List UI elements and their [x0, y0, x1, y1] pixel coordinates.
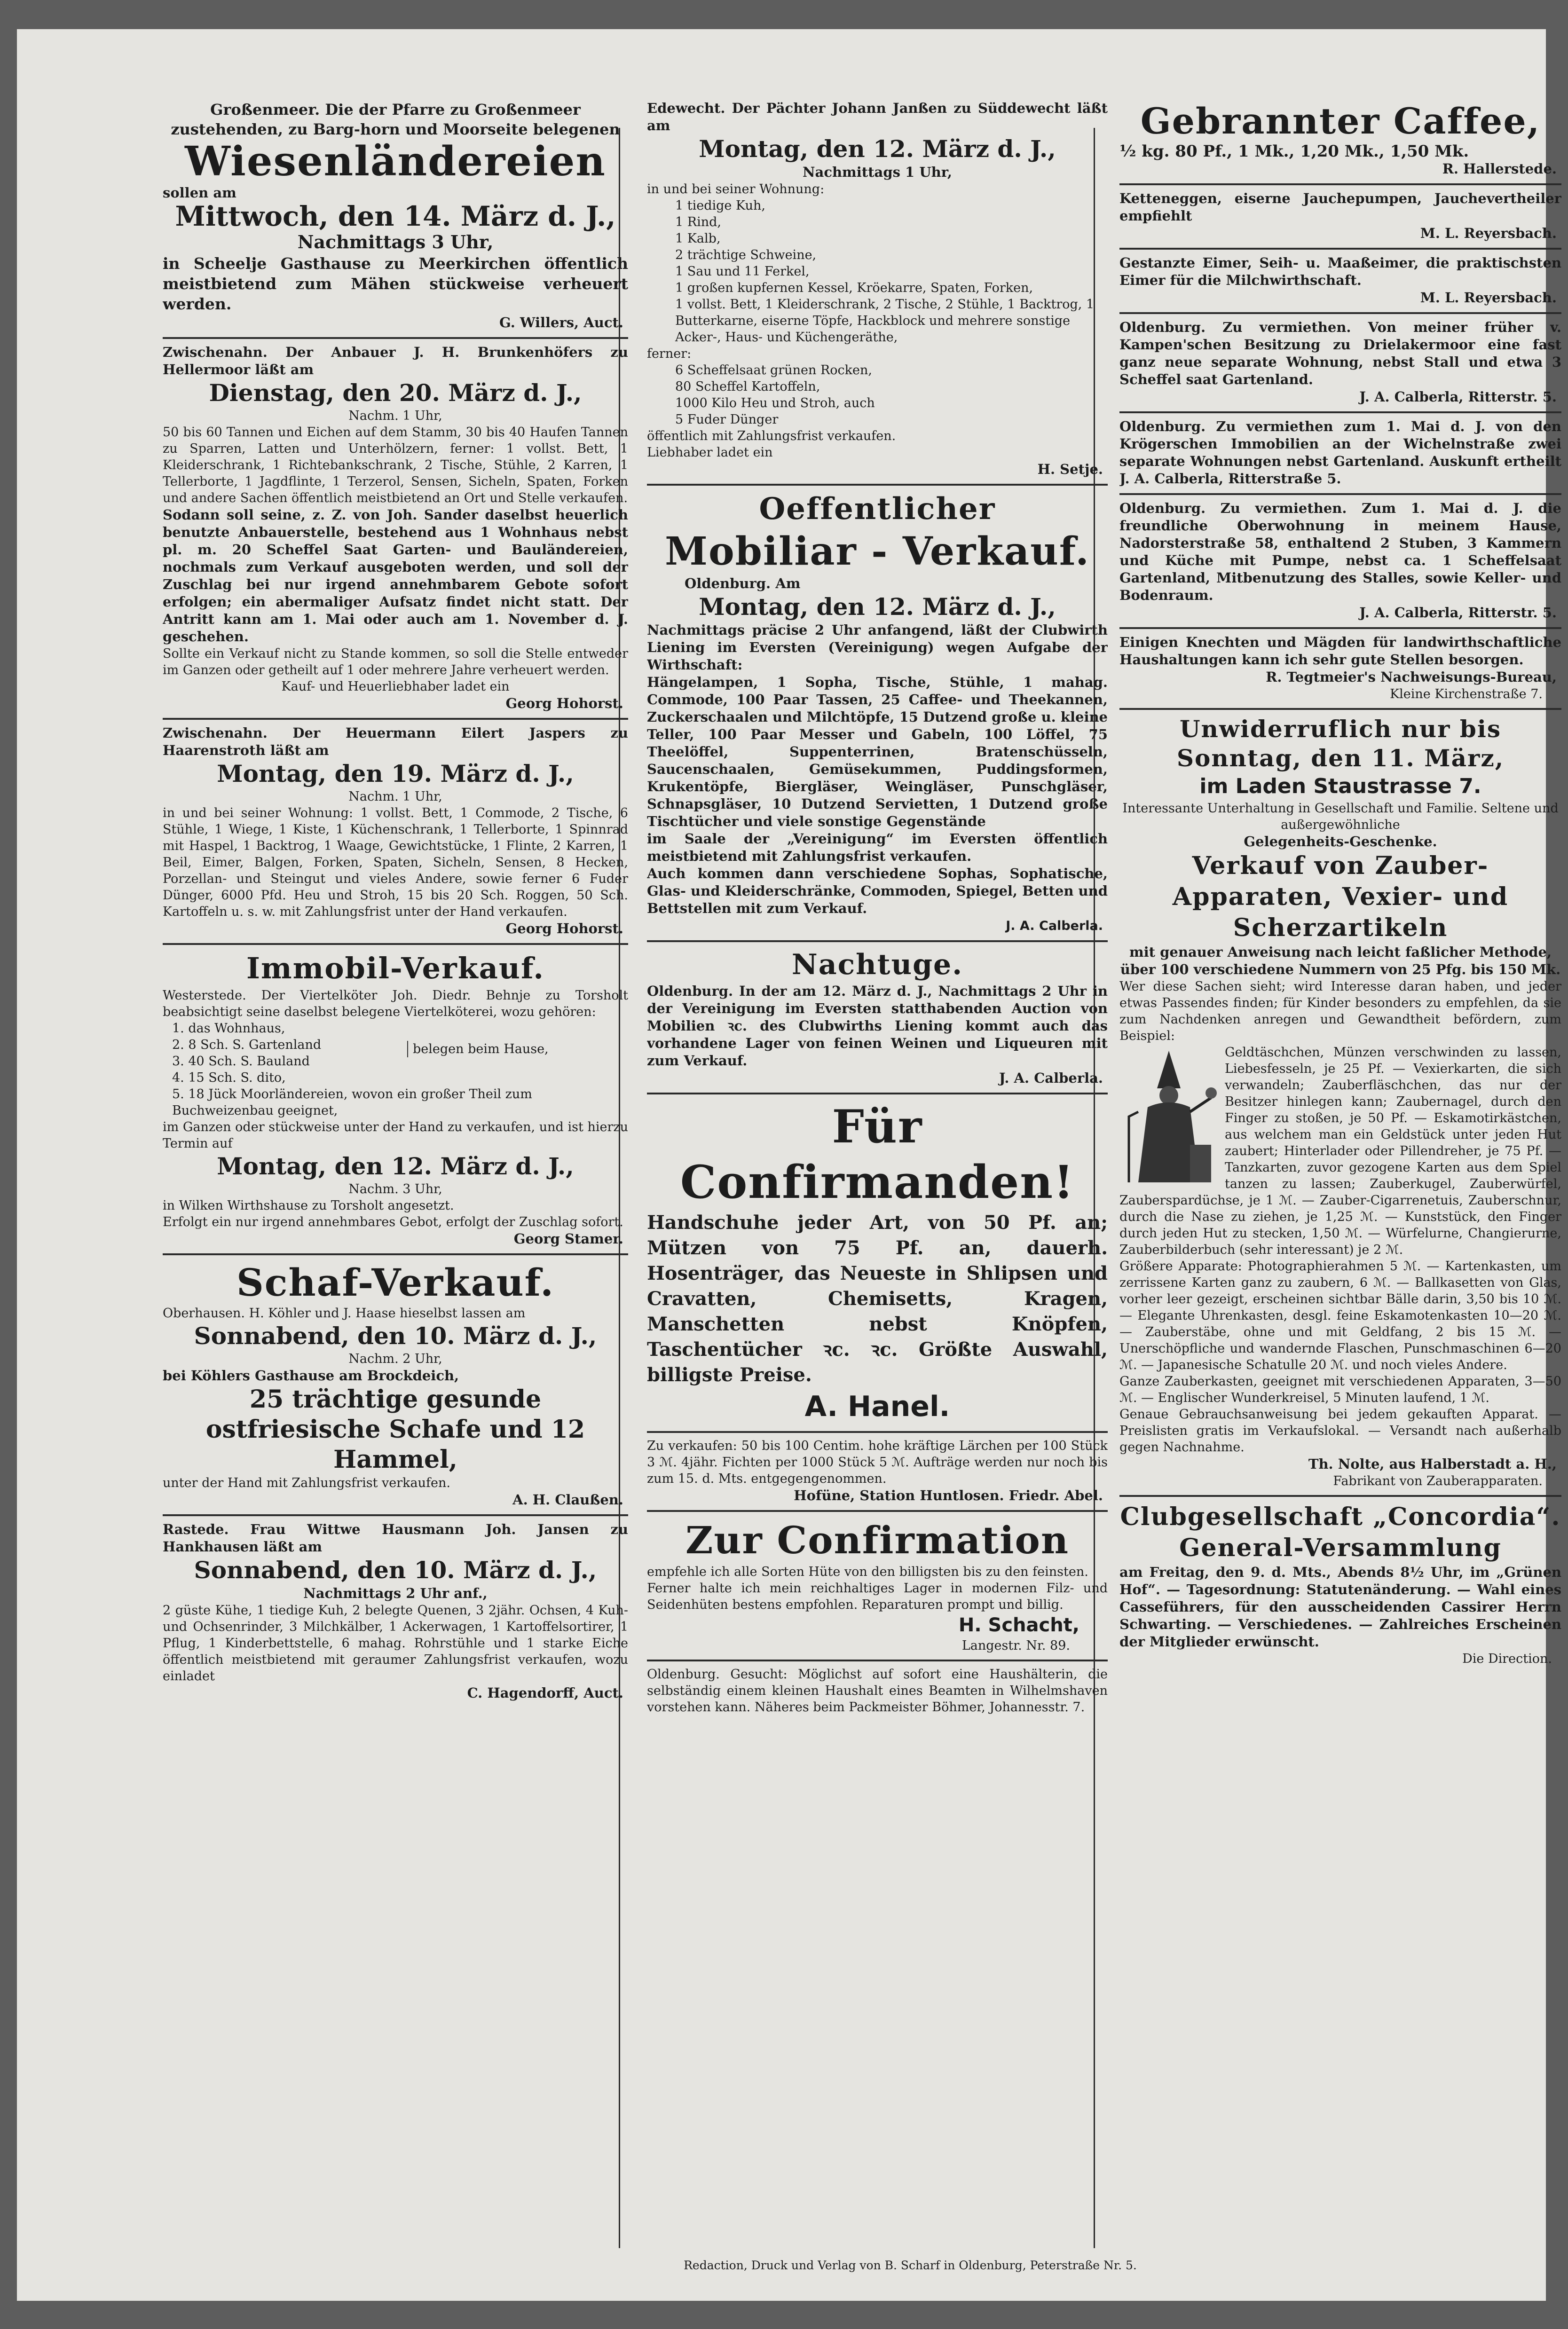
ad-date: Montag, den 12. März d. J.,: [217, 1152, 574, 1180]
magician-illustration-icon: [1119, 1046, 1218, 1187]
ad-text: 50 bis 60 Tannen und Eichen auf dem Stamm, 30 bis 40 Haufen Tannen zu Sparren, Latten und Unterhölzern, ferner: 1 vollst. Bett, 1 Kleiderschrank, 1 Richtebankschrank, 2 Tische, Stühle, 2 Karren, 1 Tellerborte, 1 Jagdflinte, 1 Terzerol, Sensen, Sicheln, Spaten, Forken und andere Sachen öffentlich meistbietend an Ort und Stelle verkaufen.: [163, 425, 628, 505]
ad-text: Sollte ein Verkauf nicht zu Stande kommen, so soll die Stelle entweder im Ganzen oder getheilt auf 1 oder mehrere Jahre verheuert werden.: [163, 646, 628, 677]
ad-schaf-verkauf: [163, 1260, 628, 1509]
ad-text: Ferner halte ich mein reichhaltiges Lager in modernen Filz- und Seidenhüten bestens empfohlen. Reparaturen prompt und billig.: [647, 1581, 1108, 1612]
ad-title: im Laden Staustrasse 7.: [1199, 774, 1481, 798]
ad-text: in Wilken Wirthshause zu Torsholt angesetzt.: [163, 1198, 454, 1213]
ad-time: Nachmittags 1 Uhr,: [803, 164, 952, 180]
ad-gesucht: [647, 1666, 1108, 1715]
ad-signature: A. Hanel.: [804, 1390, 950, 1423]
divider: [647, 1510, 1108, 1512]
ad-signature: J. A. Calberla.: [1006, 919, 1103, 933]
ad-title: Gebrannter Caffee,: [1140, 100, 1541, 142]
list-item: 1 Rind,: [675, 215, 721, 229]
ad-head: Oberhausen. H. Köhler und J. Haase hieselbst lassen am: [163, 1306, 526, 1321]
ad-date: Montag, den 19. März d. J.,: [217, 760, 574, 787]
brace-note: belegen beim Hause,: [407, 1041, 549, 1057]
column-3: [1119, 100, 1561, 1667]
ad-fuer-confirmanden: [647, 1099, 1108, 1425]
ad-vermiethen-drielakermoor: [1119, 319, 1561, 406]
list-item: 1 tiedige Kuh,: [675, 198, 765, 213]
ad-text: im Saale der „Vereinigung“ im Eversten öffentlich meistbietend mit Zahlungsfrist verkaufen.: [647, 831, 1108, 864]
ad-nachtuge: [647, 947, 1108, 1087]
divider: [647, 484, 1108, 486]
ad-title: Nachtuge.: [791, 948, 963, 981]
ad-ketteneggen: [1119, 190, 1561, 242]
ad-text: in Scheelje Gasthause zu Meerkirchen öffentlich meistbietend zum Mähen stückweise verheuert werden.: [163, 254, 628, 313]
ad-head: Oldenburg. Am: [685, 575, 801, 591]
ad-text: in und bei seiner Wohnung:: [647, 182, 825, 197]
divider: [647, 1093, 1108, 1094]
ad-signature: Georg Stamer.: [513, 1231, 623, 1247]
ad-text: öffentlich mit Zahlungsfrist verkaufen.: [647, 429, 896, 443]
item-list: [647, 197, 1108, 346]
ad-signature: Georg Hohorst.: [505, 695, 623, 711]
ad-head: Westerstede. Der Viertelköter Joh. Diedr. Behnje zu Torsholt beabsichtigt seine daselbst belegene Viertelköterei, wozu gehören:: [163, 988, 628, 1019]
ad-time: Nachm. 2 Uhr,: [348, 1352, 442, 1366]
list-item: 1 vollst. Bett, 1 Kleiderschrank, 2 Tische, 2 Stühle, 1 Backtrog, 1 Butterkarne, eiserne Töpfe, Hackblock und mehrere sonstige Acker-, Haus- und Küchengeräthe,: [675, 297, 1095, 345]
ad-text: Auch kommen dann verschiedene Sophas, Sophatische, Glas- und Kleiderschränke, Commoden, Spiegel, Betten und Bettstellen mit zum Verkauf.: [647, 866, 1108, 916]
ad-text: am Freitag, den 9. d. Mts., Abends 8½ Uhr, im „Grünen Hof“. — Tagesordnung: Statutenänderung. — Wahl eines Casseführers, für den ausscheidenden Cassirer Herrn Schwarting. — Verschiedenes. — Zahlreiches Erscheinen der Mitglieder erwünscht.: [1119, 1564, 1561, 1650]
ad-signature: R. Hallerstede.: [1442, 161, 1557, 177]
ad-date: Montag, den 12. März d. J.,: [699, 135, 1056, 163]
list-item: 2 trächtige Schweine,: [675, 248, 817, 262]
list-item: 1 Kalb,: [675, 231, 721, 246]
ad-text: Gestanzte Eimer, Seih- u. Maaßeimer, die praktischsten Eimer für die Milchwirthschaft.: [1119, 255, 1561, 288]
ad-vermiethen-nadorsterstrasse: [1119, 500, 1561, 622]
list-item: 3. 40 Sch. S. Bauland: [172, 1054, 310, 1069]
list-item: 2. 8 Sch. S. Gartenland: [172, 1038, 322, 1052]
divider: [647, 1660, 1108, 1661]
ad-signature: Die Direction.: [1462, 1652, 1552, 1666]
ad-text: Kauf- und Heuerliebhaber ladet ein: [281, 679, 510, 694]
ad-title: Mobiliar - Verkauf.: [665, 529, 1090, 574]
ad-text: Ketteneggen, eiserne Jauchepumpen, Jauchevertheiler empfiehlt: [1119, 190, 1561, 224]
ad-signature: M. L. Reyersbach.: [1420, 290, 1557, 306]
ad-mobiliar-verkauf: [647, 490, 1108, 935]
divider: [163, 337, 628, 339]
ad-text: Oldenburg. Gesucht: Möglichst auf sofort eine Haushälterin, die selbständig einem kleinen Haushalt eines Beamten in Wilhelmshaven vorstehen kann. Näheres beim Packmeister Böhmer, Johannesstr. 7.: [647, 1667, 1108, 1715]
ad-text: in und bei seiner Wohnung: 1 vollst. Bett, 1 Commode, 2 Tische, 6 Stühle, 1 Wiege, 1 Kiste, 1 Küchenschrank, 1 Tellerborte, 1 Spinnrad mit Haspel, 1 Backtrog, 1 Waage, Gewichtstücke, 1 Flinte, 2 Karren, 1 Beil, Eimer, Balgen, Forken, Spaten, Sicheln, Sensen, 8 Hecken, Porzellan- und Steingut und vieles Andere, sowie ferner 6 Fuder Dünger, 6000 Pfd. Heu und Stroh, 15 bis 20 Sch. Roggen, 50 Sch. Kartoffeln u. s. w. mit Zahlungsfrist unter der Hand verkaufen.: [163, 806, 628, 919]
ad-signature: G. Willers, Auct.: [499, 315, 623, 330]
ad-title: Oeffentlicher: [759, 491, 996, 527]
ad-time: Nachmittags 3 Uhr,: [297, 231, 494, 252]
ad-signature: M. L. Reyersbach.: [1420, 225, 1557, 241]
ad-head: Rastede. Frau Wittwe Hausmann Joh. Jansen zu Hankhausen läßt am: [163, 1521, 628, 1555]
property-list: [163, 1020, 628, 1119]
column-1: [163, 100, 628, 1702]
ad-text: Nachmittags präcise 2 Uhr anfangend, läßt der Clubwirth Liening im Eversten (Vereinigung) wegen Aufgabe der Wirthschaft:: [647, 622, 1108, 673]
ad-head: Großenmeer. Die der Pfarre zu Großenmeer zustehenden, zu Barg-horn und Moorseite belegenen: [171, 101, 620, 138]
ad-address: Kleine Kirchenstraße 7.: [1389, 687, 1543, 701]
list-item: 1. das Wohnhaus,: [172, 1021, 285, 1036]
newspaper-page: [17, 29, 1561, 2301]
ad-title: Schaf-Verkauf.: [236, 1260, 555, 1305]
ad-text: Oldenburg. Zu vermiethen. Von meiner früher v. Kampen'schen Besitzung zu Drielakermoor eine fast ganz neue separate Wohnung, nebst Stall und etwa 3 Scheffel saat Gartenland.: [1119, 319, 1561, 387]
divider: [163, 1514, 628, 1516]
list-item: 5. 18 Jück Moorländereien, wovon ein großer Theil zum Buchweizenbau geeignet,: [172, 1087, 532, 1118]
ad-time: Nachm. 1 Uhr,: [348, 789, 442, 804]
list-item: 5 Fuder Dünger: [675, 412, 779, 427]
ad-concordia: [1119, 1502, 1561, 1667]
ad-date: Mittwoch, den 14. März d. J.,: [175, 200, 616, 232]
ad-title: Zur Confirmation: [685, 1518, 1070, 1562]
divider: [163, 943, 628, 945]
ad-text: empfehle ich alle Sorten Hüte von den billigsten bis zu den feinsten.: [647, 1565, 1088, 1579]
ad-text: Einigen Knechten und Mägden für landwirthschaftliche Haushaltungen kann ich sehr gute Stellen besorgen.: [1119, 634, 1561, 668]
ad-zwischenahn-jaspers: [163, 724, 628, 937]
divider: [1119, 627, 1561, 629]
divider: [163, 1253, 628, 1255]
ad-subtitle: Fabrikant von Zauberapparaten.: [1333, 1474, 1543, 1488]
ad-text: Liebhaber ladet ein: [647, 445, 773, 460]
ad-gebrannter-caffee: [1119, 100, 1561, 178]
ad-text: Ganze Zauberkasten, geeignet mit verschiedenen Apparaten, 3—50 ℳ. — Englischer Wunderkreisel, 5 Minuten laufend, 1 ℳ.: [1119, 1374, 1561, 1405]
ad-signature: H. Setje.: [1037, 461, 1103, 477]
ad-text: Genaue Gebrauchsanweisung bei jedem gekauften Apparat. — Preislisten gratis im Verkaufslokal. — Versandt nach außerhalb gegen Nachnahme.: [1119, 1407, 1561, 1455]
ad-text: Hängelampen, 1 Sopha, Tische, Stühle, 1 mahag. Commode, 100 Paar Tassen, 25 Caffee- und Theekannen, Zuckerschaalen und Milchtöpfe, 15 Dutzend große u. kleine Teller, 100 Paar Messer und Gabeln, 100 Löffel, 75 Theelöffel, Suppenterrinen, Bratenschüsseln, Saucenschaalen, Gemüsekummen, Puddingsformen, Krukentöpfe, Biergläser, Weingläser, Punschgläser, Schnapsgläser, 10 Dutzend Servietten, 1 Dutzend große Tischtücher und viele sonstige Gegenstände: [647, 674, 1108, 829]
ad-text: Erfolgt ein nur irgend annehmbares Gebot, erfolgt der Zuschlag sofort.: [163, 1215, 623, 1229]
ad-date: Sonnabend, den 10. März d. J.,: [194, 1556, 597, 1584]
ad-title: Verkauf von Zauber-Apparaten, Vexier- und Scherzartikeln: [1172, 851, 1509, 942]
ad-nachweisungs-bureau: [1119, 634, 1561, 702]
ad-text: mit genauer Anweisung nach leicht faßlicher Methode, über 100 verschiedene Nummern von 25 Pfg. bis 150 Mk.: [1120, 944, 1561, 977]
ad-wiesenlaendereien: [163, 100, 628, 331]
ad-text: Interessante Unterhaltung in Gesellschaft und Familie. Seltene und außergewöhnliche: [1122, 801, 1559, 832]
ad-signature: H. Schacht,: [958, 1614, 1079, 1636]
ad-title: Für Confirmanden!: [680, 1100, 1075, 1209]
ad-title: Unwiderruflich nur bis Sonntag, den 11. März,: [1176, 715, 1505, 772]
ad-text: Sodann soll seine, z. Z. von Joh. Sander daselbst heuerlich benutzte Anbauerstelle, bestehend aus 1 Wohnhaus nebst pl. m. 20 Scheffel Saat Garten- und Bauländereien, nochmals zum Verkauf ausgeboten werden, und soll der Zuschlag bei nur irgend annehmbarem Gebote sofort erfolgen; ein abermaliger Aufsatz findet nicht statt. Der Antritt kann am 1. Mai oder auch am 1. November d. J. geschehen.: [163, 507, 628, 645]
ad-title: General-Versammlung: [1179, 1534, 1502, 1562]
ad-address: Langestr. Nr. 89.: [961, 1638, 1070, 1653]
divider: [647, 940, 1108, 942]
ad-signature: J. A. Calberla.: [999, 1070, 1103, 1086]
ad-title: Wiesenländereien: [185, 138, 606, 185]
ad-title: Immobil-Verkauf.: [246, 951, 545, 985]
list-item: 4. 15 Sch. S. dito,: [172, 1070, 286, 1085]
ad-time: Nachmittags 2 Uhr anf.,: [303, 1585, 488, 1601]
divider: [1119, 1495, 1561, 1497]
ad-title: Clubgesellschaft „Concordia“.: [1120, 1503, 1561, 1531]
ad-text: Zu verkaufen: 50 bis 100 Centim. hohe kräftige Lärchen per 100 Stück 3 ℳ. 4jähr. Fichten per 1000 Stück 5 ℳ. Aufträge werden nur noch bis zum 15. d. Mts. entgegengenommen.: [647, 1439, 1108, 1486]
ad-text: Oldenburg. Zu vermiethen. Zum 1. Mai d. J. die freundliche Oberwohnung in meinem Hause, Nadorsterstraße 58, enthaltend 2 Stuben, 3 Kammern und Küche mit Pumpe, nebst ca. 1 Scheffelsaat Gartenland, Mitbenutzung des Stalles, sowie Keller- und Bodenraum.: [1119, 500, 1561, 603]
ad-time: Nachm. 1 Uhr,: [348, 409, 442, 423]
ad-text: Oldenburg. In der am 12. März d. J., Nachmittags 2 Uhr in der Vereinigung im Eversten statthabenden Auction von Mobilien ꝛc. des Clubwirths Liening kommt auch das vorhandene Lager von feinen Weinen und Liqueuren mit zum Verkauf.: [647, 983, 1108, 1069]
list-item: 80 Scheffel Kartoffeln,: [675, 379, 820, 394]
ad-text: Oldenburg. Zu vermiethen zum 1. Mai d. J. von den Krögerschen Immobilien an der Wichelnstraße zwei separate Wohnungen nebst Gartenland. Auskunft ertheilt J. A. Calberla, Ritterstraße 5.: [1119, 418, 1561, 487]
item-list: [647, 362, 1108, 428]
ad-head: Edewecht. Der Pächter Johann Janßen zu Süddewecht läßt am: [647, 100, 1108, 134]
ad-signature: Th. Nolte, aus Halberstadt a. H.,: [1308, 1456, 1557, 1472]
ad-text: sollen am: [163, 185, 236, 201]
divider: [163, 718, 628, 720]
divider: [1119, 183, 1561, 185]
ad-edewecht: [647, 100, 1108, 478]
ad-date: Montag, den 12. März d. J.,: [699, 593, 1056, 621]
ad-head: Zwischenahn. Der Heuermann Eilert Jaspers zu Haarenstroth läßt am: [163, 725, 628, 758]
ad-text: 2 güste Kühe, 1 tiedige Kuh, 2 belegte Quenen, 3 2jähr. Ochsen, 4 Kuh- und Ochsenrinder, 3 Milchkälber, 1 Ackerwagen, 1 Kartoffelsortirer, 1 Pflug, 1 Kinderbettstelle, 6 mahag. Rohrstühle und 1 starke Eiche öffentlich meistbietend mit geraumer Zahlungsfrist verkaufen, wozu einladet: [163, 1603, 628, 1684]
divider: [1119, 411, 1561, 413]
divider: [647, 1431, 1108, 1433]
list-item: 1 großen kupfernen Kessel, Kröekarre, Spaten, Forken,: [675, 281, 1033, 295]
ad-signature: Georg Hohorst.: [505, 921, 623, 936]
ad-signature: J. A. Calberla, Ritterstr. 5.: [1359, 389, 1557, 405]
ad-text: Größere Apparate: Photographierahmen 5 ℳ. — Kartenkasten, um zerrissene Karten ganz zu zaubern, 6 ℳ. — Ballkasetten von Glas, vorher leer gezeigt, erscheinen sichtbar Bälle darin, 3,50 bis 10 ℳ. — Elegante Uhrenkasten, desgl. feine Eskamotenkasten 10—20 ℳ. — Zauberstäbe, ohne und mit Geldfang, 2 bis 15 ℳ. — Unerschöpfliche und wandernde Flaschen, Punschmaschinen 6—20 ℳ. — Japanesische Schatulle 20 ℳ. und noch vieles Andere.: [1119, 1259, 1561, 1372]
ad-text: ½ kg. 80 Pf., 1 Mk., 1,20 Mk., 1,50 Mk.: [1119, 142, 1469, 161]
list-item: 1 Sau und 11 Ferkel,: [675, 264, 810, 279]
ad-signature: J. A. Calberla, Ritterstr. 5.: [1359, 605, 1557, 621]
ad-signature: A. H. Claußen.: [512, 1492, 623, 1508]
ad-text: im Ganzen oder stückweise unter der Hand zu verkaufen, und ist hierzu Termin auf: [163, 1120, 628, 1151]
ad-immobil-verkauf: [163, 950, 628, 1248]
ad-zu-verkaufen: [647, 1438, 1108, 1504]
column-2: [647, 100, 1108, 1715]
ad-eimer: [1119, 254, 1561, 307]
ad-signature: R. Tegtmeier's Nachweisungs-Bureau,: [1266, 669, 1557, 685]
list-item: 6 Scheffelsaat grünen Rocken,: [675, 363, 872, 378]
ad-head: Zwischenahn. Der Anbauer J. H. Brunkenhöfers zu Hellermoor läßt am: [163, 344, 628, 378]
ad-zauber-apparate: [1119, 715, 1561, 1489]
ad-text: Geldtäschchen, Münzen verschwinden zu lassen, Liebesfesseln, je 25 Pf. — Vexierkarten, die sich verwandeln; Zauberfläschchen, das nur der Besitzer hinlegen kann; Zaubernagel, durch den Finger zu stoßen, je 50 Pf. — Eskamotirkästchen, aus welchem man ein Geldstück unter jeden Hut zaubert; Hinterlader oder Pillendreher, je 75 Pf. — Tanzkarten, zuvor gezogene Karten aus dem Spiel tanzen zu lassen; Zauberkugel, Zauberwürfel, Zauberspardüchse, je 1 ℳ. — Zauber-Cigarrenetuis, Zauberschnur, durch die Nase zu ziehen, je 1,25 ℳ. — Kunststück, den Finger durch jeden Hut zu stecken, 1,50 ℳ. — Würfelurne, Changierurne, Zauberbilderbuch (sehr interessant) je 2 ℳ.: [1119, 1045, 1561, 1257]
imprint-footer: Redaction, Druck und Verlag von B. Scharf in Oldenburg, Peterstraße Nr. 5.: [684, 2258, 1137, 2272]
ad-text: ferner:: [647, 346, 692, 361]
list-item: 1000 Kilo Heu und Stroh, auch: [675, 396, 875, 410]
ad-date: Dienstag, den 20. März d. J.,: [209, 379, 582, 407]
ad-rastede: [163, 1521, 628, 1702]
ad-time: Nachm. 3 Uhr,: [348, 1182, 442, 1196]
ad-text: Gelegenheits-Geschenke.: [1244, 834, 1437, 850]
divider: [1119, 708, 1561, 710]
ad-vermiethen-wichelnstrasse: [1119, 418, 1561, 488]
ad-highlight: 25 trächtige gesunde ostfriesische Schafe und 12 Hammel,: [205, 1385, 585, 1474]
ad-date: Sonnabend, den 10. März d. J.,: [194, 1322, 597, 1350]
divider: [1119, 248, 1561, 250]
divider: [1119, 493, 1561, 495]
ad-text: Wer diese Sachen sieht; wird Interesse daran haben, und jeder etwas Passendes finden; für Kinder besonders zu empfehlen, da sie zum Nachdenken anregen und Gewandtheit befördern, zum Beispiel:: [1119, 979, 1561, 1043]
ad-signature: Hofüne, Station Huntlosen. Friedr. Abel.: [794, 1487, 1103, 1503]
divider: [1119, 312, 1561, 314]
ad-zwischenahn-brunkenhoefers: [163, 344, 628, 712]
ad-text: unter der Hand mit Zahlungsfrist verkaufen.: [163, 1476, 450, 1490]
ad-zur-confirmation: [647, 1517, 1108, 1654]
ad-text: Handschuhe jeder Art, von 50 Pf. an; Mützen von 75 Pf. an, dauerh. Hosenträger, das Neueste in Shlipsen und Cravatten, Chemisetts, Kragen, Manschetten nebst Knöpfen, Taschentücher ꝛc. ꝛc. Größte Auswahl, billigste Preise.: [647, 1212, 1108, 1386]
ad-text: bei Köhlers Gasthause am Brockdeich,: [163, 1368, 459, 1384]
ad-signature: C. Hagendorff, Auct.: [467, 1685, 623, 1701]
